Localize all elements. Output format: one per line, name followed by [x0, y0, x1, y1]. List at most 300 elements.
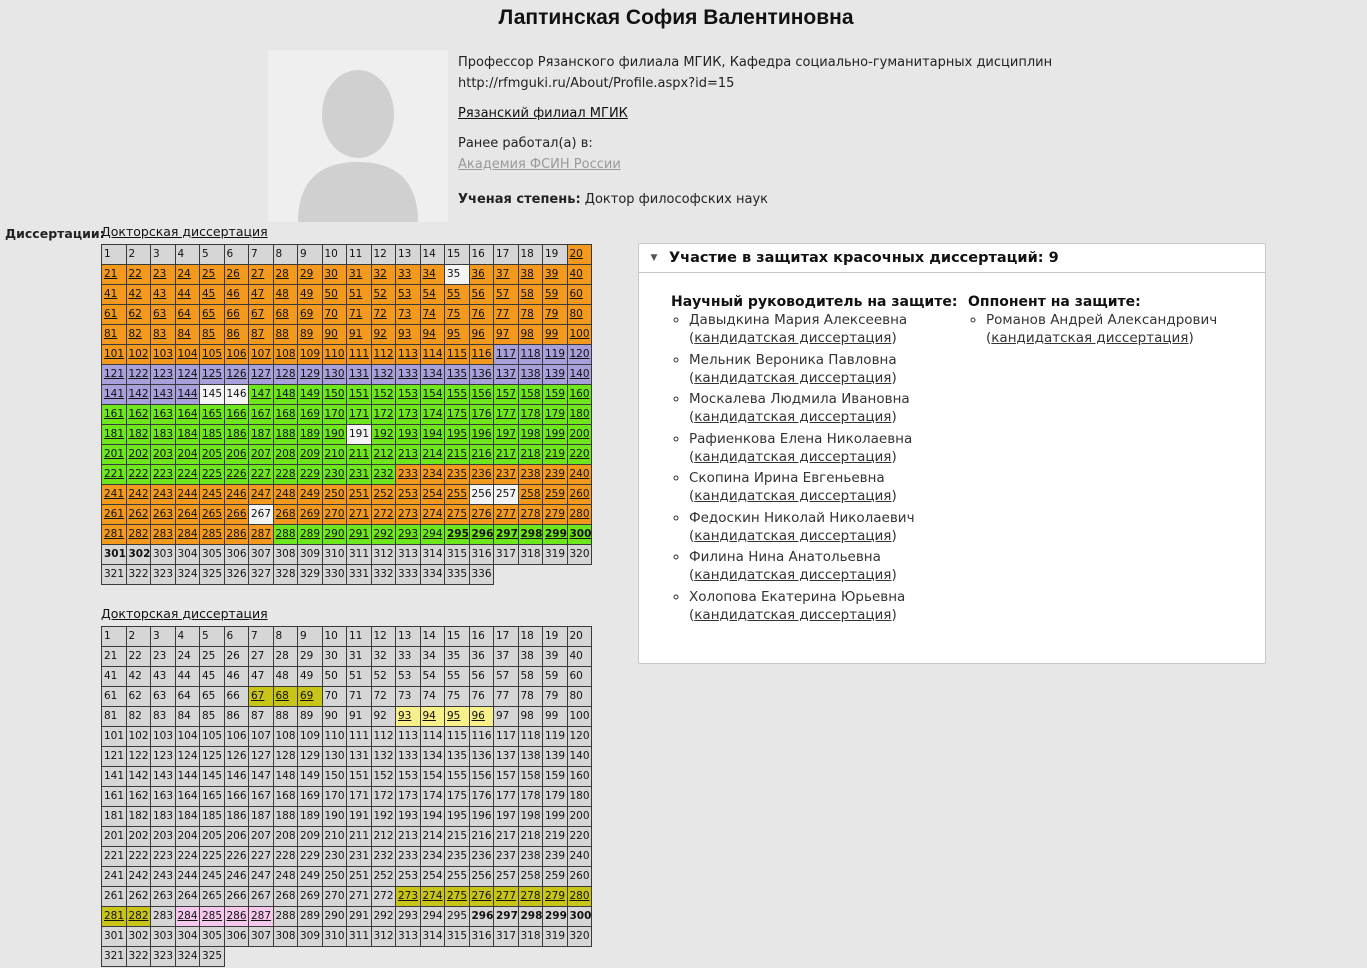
page-cell[interactable]: 209 [297, 444, 323, 465]
page-cell[interactable]: 254 [420, 484, 446, 505]
thesis-link[interactable]: кандидатская диссертация [694, 448, 892, 465]
page-cell[interactable]: 60 [567, 284, 593, 305]
page-cell[interactable]: 166 [224, 404, 250, 425]
page-cell[interactable]: 274 [420, 504, 446, 525]
page-cell[interactable]: 179 [542, 404, 568, 425]
page-cell[interactable]: 59 [542, 284, 568, 305]
page-cell[interactable]: 208 [273, 444, 299, 465]
page-cell[interactable]: 291 [346, 524, 372, 545]
page-cell[interactable]: 97 [493, 324, 519, 345]
page-cell[interactable]: 89 [297, 324, 323, 345]
page-cell[interactable]: 124 [175, 364, 201, 385]
page-cell[interactable]: 233 [395, 464, 421, 485]
page-cell[interactable]: 44 [175, 284, 201, 305]
page-cell[interactable]: 202 [126, 444, 152, 465]
page-cell[interactable]: 185 [199, 424, 225, 445]
page-cell[interactable]: 53 [395, 284, 421, 305]
page-cell[interactable]: 300 [567, 524, 593, 545]
page-cell[interactable]: 55 [444, 284, 470, 305]
page-cell[interactable]: 93 [395, 706, 421, 727]
page-cell[interactable]: 217 [493, 444, 519, 465]
thesis-link[interactable]: кандидатская диссертация [694, 488, 892, 504]
page-cell[interactable]: 127 [248, 364, 274, 385]
page-cell[interactable]: 289 [297, 524, 323, 545]
page-cell[interactable]: 155 [444, 384, 470, 405]
page-cell[interactable]: 199 [542, 424, 568, 445]
page-cell[interactable]: 31 [346, 264, 372, 285]
page-cell[interactable]: 280 [567, 504, 593, 525]
page-cell[interactable]: 205 [199, 444, 225, 465]
page-cell[interactable]: 204 [175, 444, 201, 465]
page-cell[interactable]: 113 [395, 344, 421, 365]
page-cell[interactable]: 159 [542, 384, 568, 405]
page-cell[interactable]: 274 [420, 886, 446, 907]
page-cell[interactable]: 259 [542, 484, 568, 505]
page-cell[interactable]: 56 [469, 284, 495, 305]
page-cell[interactable]: 276 [469, 886, 495, 907]
page-cell[interactable]: 72 [371, 304, 397, 325]
page-cell[interactable]: 175 [444, 404, 470, 425]
page-cell[interactable]: 234 [420, 464, 446, 485]
page-cell[interactable]: 286 [224, 906, 250, 927]
page-cell[interactable]: 219 [542, 444, 568, 465]
collapse-triangle-icon[interactable]: ▼ [650, 253, 658, 263]
page-cell[interactable]: 186 [224, 424, 250, 445]
page-cell[interactable]: 182 [126, 424, 152, 445]
page-cell[interactable]: 139 [542, 364, 568, 385]
page-cell[interactable]: 281 [101, 906, 127, 927]
page-cell[interactable]: 198 [518, 424, 544, 445]
page-cell[interactable]: 157 [493, 384, 519, 405]
page-cell[interactable]: 28 [273, 264, 299, 285]
thesis-link[interactable]: кандидатская диссертация [694, 606, 892, 623]
thesis-link[interactable]: кандидатская диссертация [694, 409, 892, 425]
page-cell[interactable]: 73 [395, 304, 421, 325]
page-cell[interactable]: 200 [567, 424, 593, 445]
page-cell[interactable]: 214 [420, 444, 446, 465]
page-cell[interactable]: 51 [346, 284, 372, 305]
page-cell[interactable]: 168 [273, 404, 299, 425]
page-cell[interactable]: 138 [518, 364, 544, 385]
page-cell[interactable]: 299 [542, 524, 568, 545]
page-cell[interactable]: 104 [175, 344, 201, 365]
page-cell[interactable]: 27 [248, 264, 274, 285]
page-cell[interactable]: 68 [273, 686, 299, 707]
page-cell[interactable]: 88 [273, 324, 299, 345]
page-cell[interactable]: 147 [248, 384, 274, 405]
page-cell[interactable]: 287 [248, 906, 274, 927]
page-cell[interactable]: 149 [297, 384, 323, 405]
page-cell[interactable]: 50 [322, 284, 348, 305]
page-cell[interactable]: 64 [175, 304, 201, 325]
page-cell[interactable]: 30 [322, 264, 348, 285]
page-cell[interactable]: 86 [224, 324, 250, 345]
page-cell[interactable]: 23 [150, 264, 176, 285]
page-cell[interactable]: 39 [542, 264, 568, 285]
page-cell[interactable]: 68 [273, 304, 299, 325]
page-cell[interactable]: 161 [101, 404, 127, 425]
page-cell[interactable]: 201 [101, 444, 127, 465]
page-cell[interactable]: 279 [542, 504, 568, 525]
page-cell[interactable]: 105 [199, 344, 225, 365]
page-cell[interactable]: 41 [101, 284, 127, 305]
page-cell[interactable]: 24 [175, 264, 201, 285]
page-cell[interactable]: 263 [150, 504, 176, 525]
page-cell[interactable]: 295 [444, 524, 470, 545]
page-cell[interactable]: 266 [224, 504, 250, 525]
page-cell[interactable]: 252 [371, 484, 397, 505]
page-cell[interactable]: 294 [420, 524, 446, 545]
page-cell[interactable]: 106 [224, 344, 250, 365]
page-cell[interactable]: 246 [224, 484, 250, 505]
page-cell[interactable]: 192 [371, 424, 397, 445]
page-cell[interactable]: 282 [126, 906, 152, 927]
page-cell[interactable]: 164 [175, 404, 201, 425]
page-cell[interactable]: 151 [346, 384, 372, 405]
page-cell[interactable]: 94 [420, 324, 446, 345]
page-cell[interactable]: 285 [199, 524, 225, 545]
page-cell[interactable]: 268 [273, 504, 299, 525]
page-cell[interactable]: 22 [126, 264, 152, 285]
page-cell[interactable]: 220 [567, 444, 593, 465]
page-cell[interactable]: 109 [297, 344, 323, 365]
page-cell[interactable]: 187 [248, 424, 274, 445]
page-cell[interactable]: 177 [493, 404, 519, 425]
page-cell[interactable]: 154 [420, 384, 446, 405]
previous-org-link[interactable]: Академия ФСИН России [458, 157, 621, 172]
page-cell[interactable]: 163 [150, 404, 176, 425]
page-cell[interactable]: 241 [101, 484, 127, 505]
page-cell[interactable]: 213 [395, 444, 421, 465]
page-cell[interactable]: 110 [322, 344, 348, 365]
page-cell[interactable]: 43 [150, 284, 176, 305]
page-cell[interactable]: 292 [371, 524, 397, 545]
page-cell[interactable]: 273 [395, 504, 421, 525]
page-cell[interactable]: 172 [371, 404, 397, 425]
page-cell[interactable]: 283 [150, 524, 176, 545]
page-cell[interactable]: 94 [420, 706, 446, 727]
page-cell[interactable]: 150 [322, 384, 348, 405]
page-cell[interactable]: 95 [444, 324, 470, 345]
page-cell[interactable]: 262 [126, 504, 152, 525]
page-cell[interactable]: 158 [518, 384, 544, 405]
page-cell[interactable]: 136 [469, 364, 495, 385]
page-cell[interactable]: 251 [346, 484, 372, 505]
page-cell[interactable]: 141 [101, 384, 127, 405]
page-cell[interactable]: 188 [273, 424, 299, 445]
page-cell[interactable]: 160 [567, 384, 593, 405]
page-cell[interactable]: 131 [346, 364, 372, 385]
page-cell[interactable]: 114 [420, 344, 446, 365]
page-cell[interactable]: 75 [444, 304, 470, 325]
page-cell[interactable]: 247 [248, 484, 274, 505]
page-cell[interactable]: 269 [297, 504, 323, 525]
page-cell[interactable]: 270 [322, 504, 348, 525]
page-cell[interactable]: 95 [444, 706, 470, 727]
page-cell[interactable]: 99 [542, 324, 568, 345]
page-cell[interactable]: 244 [175, 484, 201, 505]
page-cell[interactable]: 118 [518, 344, 544, 365]
thesis-link[interactable]: кандидатская диссертация [694, 330, 892, 346]
page-cell[interactable]: 125 [199, 364, 225, 385]
page-cell[interactable]: 40 [567, 264, 593, 285]
page-cell[interactable]: 126 [224, 364, 250, 385]
page-cell[interactable]: 272 [371, 504, 397, 525]
page-cell[interactable]: 253 [395, 484, 421, 505]
dissertation-link-1[interactable]: Докторская диссертация [101, 224, 268, 239]
page-cell[interactable]: 83 [150, 324, 176, 345]
page-cell[interactable]: 79 [542, 304, 568, 325]
page-cell[interactable]: 120 [567, 344, 593, 365]
page-cell[interactable]: 277 [493, 886, 519, 907]
page-cell[interactable]: 133 [395, 364, 421, 385]
thesis-link[interactable]: кандидатская диссертация [991, 330, 1189, 346]
page-cell[interactable]: 277 [493, 504, 519, 525]
page-cell[interactable]: 245 [199, 484, 225, 505]
page-cell[interactable]: 279 [542, 886, 568, 907]
page-cell[interactable]: 108 [273, 344, 299, 365]
page-cell[interactable]: 21 [101, 264, 127, 285]
page-cell[interactable]: 91 [346, 324, 372, 345]
page-cell[interactable]: 195 [444, 424, 470, 445]
page-cell[interactable]: 45 [199, 284, 225, 305]
page-cell[interactable]: 162 [126, 404, 152, 425]
page-cell[interactable]: 77 [493, 304, 519, 325]
page-cell[interactable]: 37 [493, 264, 519, 285]
page-cell[interactable]: 153 [395, 384, 421, 405]
page-cell[interactable]: 226 [224, 464, 250, 485]
page-cell[interactable]: 296 [469, 524, 495, 545]
page-cell[interactable]: 174 [420, 404, 446, 425]
page-cell[interactable]: 297 [493, 524, 519, 545]
page-cell[interactable]: 284 [175, 524, 201, 545]
page-cell[interactable]: 32 [371, 264, 397, 285]
page-cell[interactable]: 67 [248, 686, 274, 707]
page-cell[interactable]: 140 [567, 364, 593, 385]
page-cell[interactable]: 33 [395, 264, 421, 285]
page-cell[interactable]: 93 [395, 324, 421, 345]
dissertation-link-2[interactable]: Докторская диссертация [101, 606, 268, 621]
page-cell[interactable]: 203 [150, 444, 176, 465]
page-cell[interactable]: 207 [248, 444, 274, 465]
page-cell[interactable]: 46 [224, 284, 250, 305]
page-cell[interactable]: 264 [175, 504, 201, 525]
page-cell[interactable]: 92 [371, 324, 397, 345]
page-cell[interactable]: 142 [126, 384, 152, 405]
page-cell[interactable]: 190 [322, 424, 348, 445]
page-cell[interactable]: 52 [371, 284, 397, 305]
page-cell[interactable]: 275 [444, 886, 470, 907]
page-cell[interactable]: 54 [420, 284, 446, 305]
page-cell[interactable]: 223 [150, 464, 176, 485]
page-cell[interactable]: 121 [101, 364, 127, 385]
page-cell[interactable]: 148 [273, 384, 299, 405]
page-cell[interactable]: 181 [101, 424, 127, 445]
page-cell[interactable]: 119 [542, 344, 568, 365]
page-cell[interactable]: 26 [224, 264, 250, 285]
page-cell[interactable]: 143 [150, 384, 176, 405]
page-cell[interactable]: 280 [567, 886, 593, 907]
page-cell[interactable]: 212 [371, 444, 397, 465]
page-cell[interactable]: 197 [493, 424, 519, 445]
page-cell[interactable]: 242 [126, 484, 152, 505]
page-cell[interactable]: 135 [444, 364, 470, 385]
page-cell[interactable]: 276 [469, 504, 495, 525]
page-cell[interactable]: 240 [567, 464, 593, 485]
page-cell[interactable]: 66 [224, 304, 250, 325]
page-cell[interactable]: 49 [297, 284, 323, 305]
page-cell[interactable]: 184 [175, 424, 201, 445]
page-cell[interactable]: 275 [444, 504, 470, 525]
page-cell[interactable]: 260 [567, 484, 593, 505]
page-cell[interactable]: 236 [469, 464, 495, 485]
page-cell[interactable]: 235 [444, 464, 470, 485]
page-cell[interactable]: 90 [322, 324, 348, 345]
page-cell[interactable]: 98 [518, 324, 544, 345]
page-cell[interactable]: 222 [126, 464, 152, 485]
page-cell[interactable]: 67 [248, 304, 274, 325]
page-cell[interactable]: 239 [542, 464, 568, 485]
page-cell[interactable]: 81 [101, 324, 127, 345]
page-cell[interactable]: 215 [444, 444, 470, 465]
page-cell[interactable]: 128 [273, 364, 299, 385]
page-cell[interactable]: 238 [518, 464, 544, 485]
page-cell[interactable]: 170 [322, 404, 348, 425]
page-cell[interactable]: 293 [395, 524, 421, 545]
thesis-link[interactable]: кандидатская диссертация [694, 369, 892, 386]
page-cell[interactable]: 57 [493, 284, 519, 305]
page-cell[interactable]: 123 [150, 364, 176, 385]
page-cell[interactable]: 258 [518, 484, 544, 505]
page-cell[interactable]: 82 [126, 324, 152, 345]
page-cell[interactable]: 237 [493, 464, 519, 485]
page-cell[interactable]: 255 [444, 484, 470, 505]
page-cell[interactable]: 218 [518, 444, 544, 465]
page-cell[interactable]: 80 [567, 304, 593, 325]
page-cell[interactable]: 250 [322, 484, 348, 505]
page-cell[interactable]: 115 [444, 344, 470, 365]
page-cell[interactable]: 76 [469, 304, 495, 325]
page-cell[interactable]: 248 [273, 484, 299, 505]
page-cell[interactable]: 130 [322, 364, 348, 385]
page-cell[interactable]: 63 [150, 304, 176, 325]
organization-link[interactable]: Рязанский филиал МГИК [458, 106, 628, 121]
page-cell[interactable]: 288 [273, 524, 299, 545]
page-cell[interactable]: 230 [322, 464, 348, 485]
page-cell[interactable]: 96 [469, 706, 495, 727]
page-cell[interactable]: 144 [175, 384, 201, 405]
page-cell[interactable]: 232 [371, 464, 397, 485]
page-cell[interactable]: 284 [175, 906, 201, 927]
page-cell[interactable]: 227 [248, 464, 274, 485]
page-cell[interactable]: 78 [518, 304, 544, 325]
page-cell[interactable]: 290 [322, 524, 348, 545]
page-cell[interactable]: 282 [126, 524, 152, 545]
page-cell[interactable]: 38 [518, 264, 544, 285]
page-cell[interactable]: 102 [126, 344, 152, 365]
page-cell[interactable]: 74 [420, 304, 446, 325]
page-cell[interactable]: 36 [469, 264, 495, 285]
page-cell[interactable]: 29 [297, 264, 323, 285]
page-cell[interactable]: 69 [297, 304, 323, 325]
page-cell[interactable]: 221 [101, 464, 127, 485]
page-cell[interactable]: 287 [248, 524, 274, 545]
page-cell[interactable]: 278 [518, 504, 544, 525]
participation-panel-header[interactable] [639, 244, 1265, 273]
page-cell[interactable]: 224 [175, 464, 201, 485]
page-cell[interactable]: 69 [297, 686, 323, 707]
page-cell[interactable]: 156 [469, 384, 495, 405]
page-cell[interactable]: 47 [248, 284, 274, 305]
page-cell[interactable]: 265 [199, 504, 225, 525]
page-cell[interactable]: 122 [126, 364, 152, 385]
thesis-link[interactable]: кандидатская диссертация [694, 527, 892, 544]
page-cell[interactable]: 183 [150, 424, 176, 445]
page-cell[interactable]: 196 [469, 424, 495, 445]
page-cell[interactable]: 48 [273, 284, 299, 305]
page-cell[interactable]: 225 [199, 464, 225, 485]
page-cell[interactable]: 137 [493, 364, 519, 385]
page-cell[interactable]: 271 [346, 504, 372, 525]
page-cell[interactable]: 61 [101, 304, 127, 325]
page-cell[interactable]: 129 [297, 364, 323, 385]
page-cell[interactable]: 58 [518, 284, 544, 305]
page-cell[interactable]: 42 [126, 284, 152, 305]
page-cell[interactable]: 171 [346, 404, 372, 425]
page-cell[interactable]: 96 [469, 324, 495, 345]
page-cell[interactable]: 298 [518, 524, 544, 545]
page-cell[interactable]: 165 [199, 404, 225, 425]
page-cell[interactable]: 211 [346, 444, 372, 465]
page-cell[interactable]: 249 [297, 484, 323, 505]
page-cell[interactable]: 231 [346, 464, 372, 485]
page-cell[interactable]: 103 [150, 344, 176, 365]
page-cell[interactable]: 173 [395, 404, 421, 425]
page-cell[interactable]: 101 [101, 344, 127, 365]
page-cell[interactable]: 228 [273, 464, 299, 485]
page-cell[interactable]: 65 [199, 304, 225, 325]
page-cell[interactable]: 34 [420, 264, 446, 285]
page-cell[interactable]: 62 [126, 304, 152, 325]
page-cell[interactable]: 281 [101, 524, 127, 545]
page-cell[interactable]: 285 [199, 906, 225, 927]
page-cell[interactable]: 261 [101, 504, 127, 525]
page-cell[interactable]: 278 [518, 886, 544, 907]
page-cell[interactable]: 286 [224, 524, 250, 545]
page-cell[interactable]: 169 [297, 404, 323, 425]
page-cell[interactable]: 25 [199, 264, 225, 285]
page-cell[interactable]: 134 [420, 364, 446, 385]
page-cell[interactable]: 112 [371, 344, 397, 365]
page-cell[interactable]: 117 [493, 344, 519, 365]
page-cell[interactable]: 176 [469, 404, 495, 425]
page-cell[interactable]: 178 [518, 404, 544, 425]
page-cell[interactable]: 152 [371, 384, 397, 405]
page-cell[interactable]: 193 [395, 424, 421, 445]
page-cell[interactable]: 206 [224, 444, 250, 465]
page-cell[interactable]: 107 [248, 344, 274, 365]
page-cell[interactable]: 84 [175, 324, 201, 345]
page-cell[interactable]: 229 [297, 464, 323, 485]
page-cell[interactable]: 273 [395, 886, 421, 907]
page-cell[interactable]: 132 [371, 364, 397, 385]
page-cell[interactable]: 70 [322, 304, 348, 325]
page-cell[interactable]: 167 [248, 404, 274, 425]
page-cell[interactable]: 243 [150, 484, 176, 505]
page-cell[interactable]: 180 [567, 404, 593, 425]
page-cell[interactable]: 71 [346, 304, 372, 325]
page-cell[interactable]: 87 [248, 324, 274, 345]
